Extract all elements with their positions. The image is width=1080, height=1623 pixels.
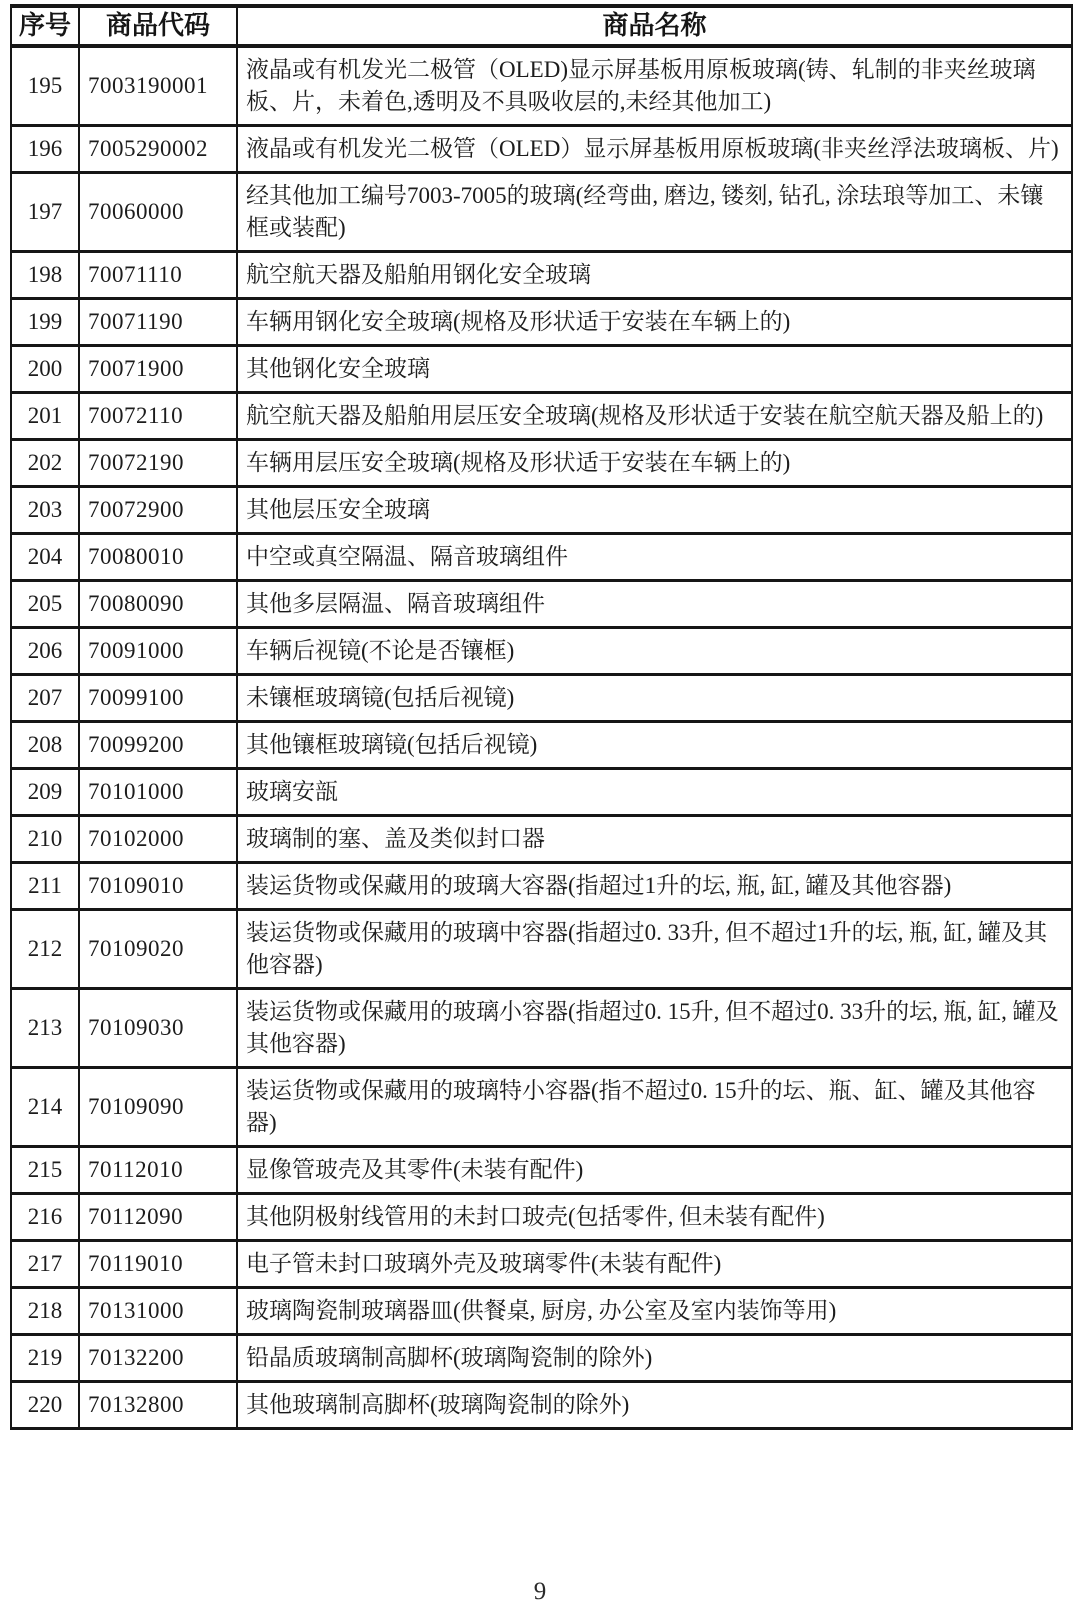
name-cell: 玻璃制的塞、盖及类似封口器	[237, 816, 1072, 863]
table-header-row	[11, 6, 1072, 46]
serial-cell: 196	[11, 126, 79, 173]
serial-cell: 201	[11, 393, 79, 440]
name-cell: 中空或真空隔温、隔音玻璃组件	[237, 534, 1072, 581]
serial-cell: 212	[11, 910, 79, 989]
table-row	[11, 252, 1072, 299]
name-cell: 装运货物或保藏用的玻璃大容器(指超过1升的坛, 瓶, 缸, 罐及其他容器)	[237, 863, 1072, 910]
code-cell: 70099200	[79, 722, 237, 769]
name-cell: 电子管未封口玻璃外壳及玻璃零件(未装有配件)	[237, 1241, 1072, 1288]
code-cell: 70080010	[79, 534, 237, 581]
code-cell: 70099100	[79, 675, 237, 722]
name-cell: 经其他加工编号7003-7005的玻璃(经弯曲, 磨边, 镂刻, 钻孔, 涂珐琅等加工、未镶框或装配)	[237, 173, 1072, 252]
page-number: 9	[533, 1578, 547, 1605]
code-cell: 70132800	[79, 1382, 237, 1429]
serial-cell: 215	[11, 1147, 79, 1194]
commodity-code-table	[10, 4, 1073, 1430]
name-cell: 其他层压安全玻璃	[237, 487, 1072, 534]
table-row	[11, 1147, 1072, 1194]
code-cell: 70109010	[79, 863, 237, 910]
code-cell: 70109090	[79, 1068, 237, 1147]
code-cell: 70072900	[79, 487, 237, 534]
code-cell: 70112090	[79, 1194, 237, 1241]
code-cell: 70071110	[79, 252, 237, 299]
column-header-code: 商品代码	[79, 6, 237, 46]
table-row	[11, 863, 1072, 910]
table-row	[11, 1241, 1072, 1288]
serial-cell: 195	[11, 46, 79, 126]
table-row	[11, 1335, 1072, 1382]
serial-cell: 219	[11, 1335, 79, 1382]
code-cell: 70119010	[79, 1241, 237, 1288]
table-row	[11, 628, 1072, 675]
code-cell: 70060000	[79, 173, 237, 252]
table-row	[11, 534, 1072, 581]
code-cell: 70131000	[79, 1288, 237, 1335]
serial-cell: 220	[11, 1382, 79, 1429]
code-cell: 70080090	[79, 581, 237, 628]
code-cell: 70071900	[79, 346, 237, 393]
name-cell: 显像管玻壳及其零件(未装有配件)	[237, 1147, 1072, 1194]
table-row	[11, 816, 1072, 863]
table-row	[11, 769, 1072, 816]
table-row	[11, 173, 1072, 252]
name-cell: 液晶或有机发光二极管（OLED)显示屏基板用原板玻璃(铸、轧制的非夹丝玻璃板、片，未着色,透明及不具吸收层的,未经其他加工)	[237, 46, 1072, 126]
code-cell: 7003190001	[79, 46, 237, 126]
code-cell: 70109030	[79, 989, 237, 1068]
serial-cell: 217	[11, 1241, 79, 1288]
name-cell: 其他阴极射线管用的未封口玻壳(包括零件, 但未装有配件)	[237, 1194, 1072, 1241]
name-cell: 未镶框玻璃镜(包括后视镜)	[237, 675, 1072, 722]
serial-cell: 208	[11, 722, 79, 769]
name-cell: 其他玻璃制高脚杯(玻璃陶瓷制的除外)	[237, 1382, 1072, 1429]
code-cell: 70071190	[79, 299, 237, 346]
serial-cell: 210	[11, 816, 79, 863]
serial-cell: 205	[11, 581, 79, 628]
name-cell: 其他镶框玻璃镜(包括后视镜)	[237, 722, 1072, 769]
serial-cell: 202	[11, 440, 79, 487]
serial-cell: 204	[11, 534, 79, 581]
code-cell: 7005290002	[79, 126, 237, 173]
code-cell: 70091000	[79, 628, 237, 675]
name-cell: 其他钢化安全玻璃	[237, 346, 1072, 393]
name-cell: 车辆用层压安全玻璃(规格及形状适于安装在车辆上的)	[237, 440, 1072, 487]
code-cell: 70112010	[79, 1147, 237, 1194]
name-cell: 装运货物或保藏用的玻璃特小容器(指不超过0. 15升的坛、瓶、缸、罐及其他容器)	[237, 1068, 1072, 1147]
name-cell: 车辆用钢化安全玻璃(规格及形状适于安装在车辆上的)	[237, 299, 1072, 346]
name-cell: 装运货物或保藏用的玻璃小容器(指超过0. 15升, 但不超过0. 33升的坛, 瓶, 缸, 罐及其他容器)	[237, 989, 1072, 1068]
column-header-name: 商品名称	[237, 6, 1072, 46]
table-row	[11, 126, 1072, 173]
name-cell: 其他多层隔温、隔音玻璃组件	[237, 581, 1072, 628]
serial-cell: 213	[11, 989, 79, 1068]
column-header-serial: 序号	[11, 6, 79, 46]
table-row	[11, 910, 1072, 989]
table-row	[11, 346, 1072, 393]
name-cell: 装运货物或保藏用的玻璃中容器(指超过0. 33升, 但不超过1升的坛, 瓶, 缸, 罐及其他容器)	[237, 910, 1072, 989]
serial-cell: 211	[11, 863, 79, 910]
name-cell: 液晶或有机发光二极管（OLED）显示屏基板用原板玻璃(非夹丝浮法玻璃板、片)	[237, 126, 1072, 173]
table-row	[11, 487, 1072, 534]
name-cell: 玻璃安瓿	[237, 769, 1072, 816]
serial-cell: 199	[11, 299, 79, 346]
code-cell: 70102000	[79, 816, 237, 863]
serial-cell: 197	[11, 173, 79, 252]
code-cell: 70101000	[79, 769, 237, 816]
table-row	[11, 722, 1072, 769]
table-row	[11, 46, 1072, 126]
name-cell: 车辆后视镜(不论是否镶框)	[237, 628, 1072, 675]
table-row	[11, 1382, 1072, 1429]
serial-cell: 218	[11, 1288, 79, 1335]
table-row	[11, 581, 1072, 628]
table-row	[11, 989, 1072, 1068]
code-cell: 70072190	[79, 440, 237, 487]
serial-cell: 206	[11, 628, 79, 675]
serial-cell: 214	[11, 1068, 79, 1147]
name-cell: 航空航天器及船舶用钢化安全玻璃	[237, 252, 1072, 299]
serial-cell: 200	[11, 346, 79, 393]
serial-cell: 203	[11, 487, 79, 534]
serial-cell: 207	[11, 675, 79, 722]
code-cell: 70072110	[79, 393, 237, 440]
table-row	[11, 1194, 1072, 1241]
table-row	[11, 1068, 1072, 1147]
serial-cell: 216	[11, 1194, 79, 1241]
table-row	[11, 440, 1072, 487]
name-cell: 玻璃陶瓷制玻璃器皿(供餐桌, 厨房, 办公室及室内装饰等用)	[237, 1288, 1072, 1335]
serial-cell: 198	[11, 252, 79, 299]
serial-cell: 209	[11, 769, 79, 816]
table-row	[11, 299, 1072, 346]
name-cell: 铅晶质玻璃制高脚杯(玻璃陶瓷制的除外)	[237, 1335, 1072, 1382]
table-row	[11, 1288, 1072, 1335]
table-row	[11, 393, 1072, 440]
name-cell: 航空航天器及船舶用层压安全玻璃(规格及形状适于安装在航空航天器及船上的)	[237, 393, 1072, 440]
code-cell: 70132200	[79, 1335, 237, 1382]
table-row	[11, 675, 1072, 722]
code-cell: 70109020	[79, 910, 237, 989]
